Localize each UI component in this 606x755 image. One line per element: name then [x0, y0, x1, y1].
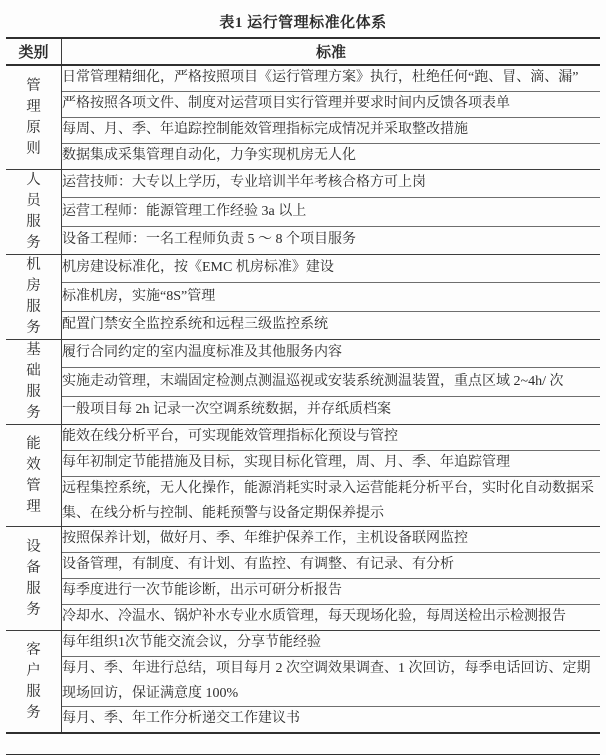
- standard-cell: 远程集控系统，无人化操作，能源消耗实时录入运营能耗分析平台，实时化自动数据采集、在线分析与控制、能耗预警与设备定期保养提示: [62, 477, 601, 527]
- header-category: 类别: [6, 38, 62, 65]
- table-row: [6, 368, 600, 396]
- standard-cell: 机房建设标准化，按《EMC 机房标准》建设: [62, 255, 601, 283]
- category-label: 能效管理: [26, 435, 41, 515]
- standard-cell: 运营工程师：能源管理工作经验 3a 以上: [62, 198, 601, 226]
- category-cell: [6, 255, 62, 340]
- category-cell: [6, 340, 62, 425]
- table-row: [6, 170, 600, 198]
- standard-cell: 冷却水、冷温水、锅炉补水专业水质管理，每天现场化验，每周送检出示检测报告: [62, 605, 601, 631]
- category-cell: [6, 527, 62, 631]
- table-row: [6, 579, 600, 605]
- standard-cell: 一般项目每 2h 记录一次空调系统数据，并存纸质档案: [62, 396, 601, 424]
- table-row: [6, 477, 600, 527]
- standard-cell: 每年初制定节能措施及目标，实现目标化管理，周、月、季、年追踪管理: [62, 451, 601, 477]
- table-row: [6, 553, 600, 579]
- category-label: 人员服务: [26, 172, 41, 251]
- table-row: [6, 92, 600, 118]
- standard-cell: 设备工程师：一名工程师负责 5 ～ 8 个项目服务: [62, 226, 601, 254]
- table-row: [6, 396, 600, 424]
- standard-cell: 履行合同约定的室内温度标准及其他服务内容: [62, 340, 601, 368]
- table-row: [6, 605, 600, 631]
- standard-cell: 严格按照各项文件、制度对运营项目实行管理并要求时间内反馈各项表单: [62, 92, 601, 118]
- category-cell: [6, 425, 62, 527]
- standard-cell: 每年组织1次节能交流会议，分享节能经验: [62, 631, 601, 657]
- category-cell: [6, 65, 62, 170]
- category-label: 机房服务: [26, 257, 41, 336]
- table-row: [6, 65, 600, 92]
- table-row: [6, 707, 600, 734]
- standard-cell: 每季度进行一次节能诊断，出示可研分析报告: [62, 579, 601, 605]
- table-row: [6, 226, 600, 254]
- standard-cell: 运营技师：大专以上学历，专业培训半年考核合格方可上岗: [62, 170, 601, 198]
- standard-cell: 日常管理精细化，严格按照项目《运行管理方案》执行，杜绝任何“跑、冒、滴、漏”: [62, 65, 601, 92]
- table-row: [6, 255, 600, 283]
- standard-cell: 按照保养计划，做好月、季、年维护保养工作，主机设备联网监控: [62, 527, 601, 553]
- table-row: [6, 631, 600, 657]
- standards-table: [6, 37, 600, 734]
- category-cell: [6, 170, 62, 255]
- standard-cell: 能效在线分析平台，可实现能效管理指标化预设与管控: [62, 425, 601, 451]
- category-cell: [6, 631, 62, 734]
- table-row: [6, 311, 600, 339]
- table-row: [6, 657, 600, 707]
- standard-cell: 实施走动管理，末端固定检测点测温巡视或安装系统测温装置，重点区域 2~4h/ 次: [62, 368, 601, 396]
- table-row: [6, 283, 600, 311]
- table-row: [6, 144, 600, 170]
- standard-cell: 设备管理，有制度、有计划、有监控、有调整、有记录、有分析: [62, 553, 601, 579]
- standard-cell: 每月、季、年进行总结，项目每月 2 次空调效果调查、1 次回访，每季电话回访、定期现场回访，保证满意度 100%: [62, 657, 601, 707]
- category-label: 管理原则: [26, 77, 41, 157]
- table-row: [6, 198, 600, 226]
- table-caption: 表1 运行管理标准化体系: [219, 15, 387, 31]
- standard-cell: 配置门禁安全监控系统和远程三级监控系统: [62, 311, 601, 339]
- table-row: [6, 118, 600, 144]
- standard-cell: 数据集成采集管理自动化，力争实现机房无人化: [62, 144, 601, 170]
- standard-cell: 标准机房，实施“8S”管理: [62, 283, 601, 311]
- category-label: 客户服务: [26, 641, 41, 721]
- category-label: 设备服务: [26, 538, 41, 618]
- category-label: 基础服务: [26, 342, 41, 421]
- standard-cell: 每月、季、年工作分析递交工作建议书: [62, 707, 601, 734]
- table-header-row: [6, 38, 600, 65]
- table-row: [6, 527, 600, 553]
- table-row: [6, 425, 600, 451]
- header-standard: 标准: [62, 38, 601, 65]
- table-row: [6, 340, 600, 368]
- table-row: [6, 451, 600, 477]
- standard-cell: 每周、月、季、年追踪控制能效管理指标完成情况并采取整改措施: [62, 118, 601, 144]
